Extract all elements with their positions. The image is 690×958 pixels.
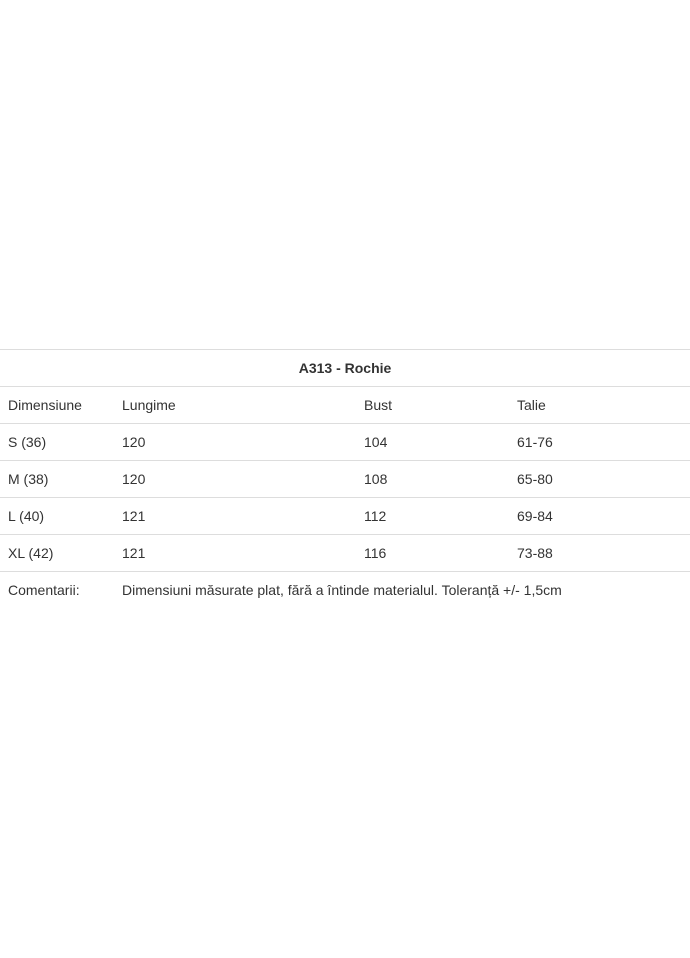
header-talie: Talie bbox=[509, 387, 690, 424]
table-cell: 108 bbox=[356, 461, 509, 498]
table-cell: 116 bbox=[356, 535, 509, 572]
table-cell: 120 bbox=[114, 424, 356, 461]
table-cell: 73-88 bbox=[509, 535, 690, 572]
header-dimensiune: Dimensiune bbox=[0, 387, 114, 424]
header-lungime: Lungime bbox=[114, 387, 356, 424]
table-cell: 120 bbox=[114, 461, 356, 498]
table-row bbox=[0, 498, 690, 535]
table-cell: M (38) bbox=[0, 461, 114, 498]
comment-text: Dimensiuni măsurate plat, fără a întinde materialul. Toleranță +/- 1,5cm bbox=[114, 572, 690, 609]
table-cell: L (40) bbox=[0, 498, 114, 535]
table-cell: 104 bbox=[356, 424, 509, 461]
table-cell: 69-84 bbox=[509, 498, 690, 535]
table-cell: 65-80 bbox=[509, 461, 690, 498]
table-cell: 121 bbox=[114, 498, 356, 535]
table-cell: S (36) bbox=[0, 424, 114, 461]
table-row bbox=[0, 535, 690, 572]
table-cell: XL (42) bbox=[0, 535, 114, 572]
table-cell: 61-76 bbox=[509, 424, 690, 461]
table-row bbox=[0, 424, 690, 461]
comment-row bbox=[0, 572, 690, 609]
table-row bbox=[0, 461, 690, 498]
table-title: A313 - Rochie bbox=[0, 350, 690, 387]
table-cell: 112 bbox=[356, 498, 509, 535]
table-title-row bbox=[0, 350, 690, 387]
table-cell: 121 bbox=[114, 535, 356, 572]
comment-label: Comentarii: bbox=[0, 572, 114, 609]
size-chart-table bbox=[0, 349, 690, 608]
table-header-row bbox=[0, 387, 690, 424]
header-bust: Bust bbox=[356, 387, 509, 424]
